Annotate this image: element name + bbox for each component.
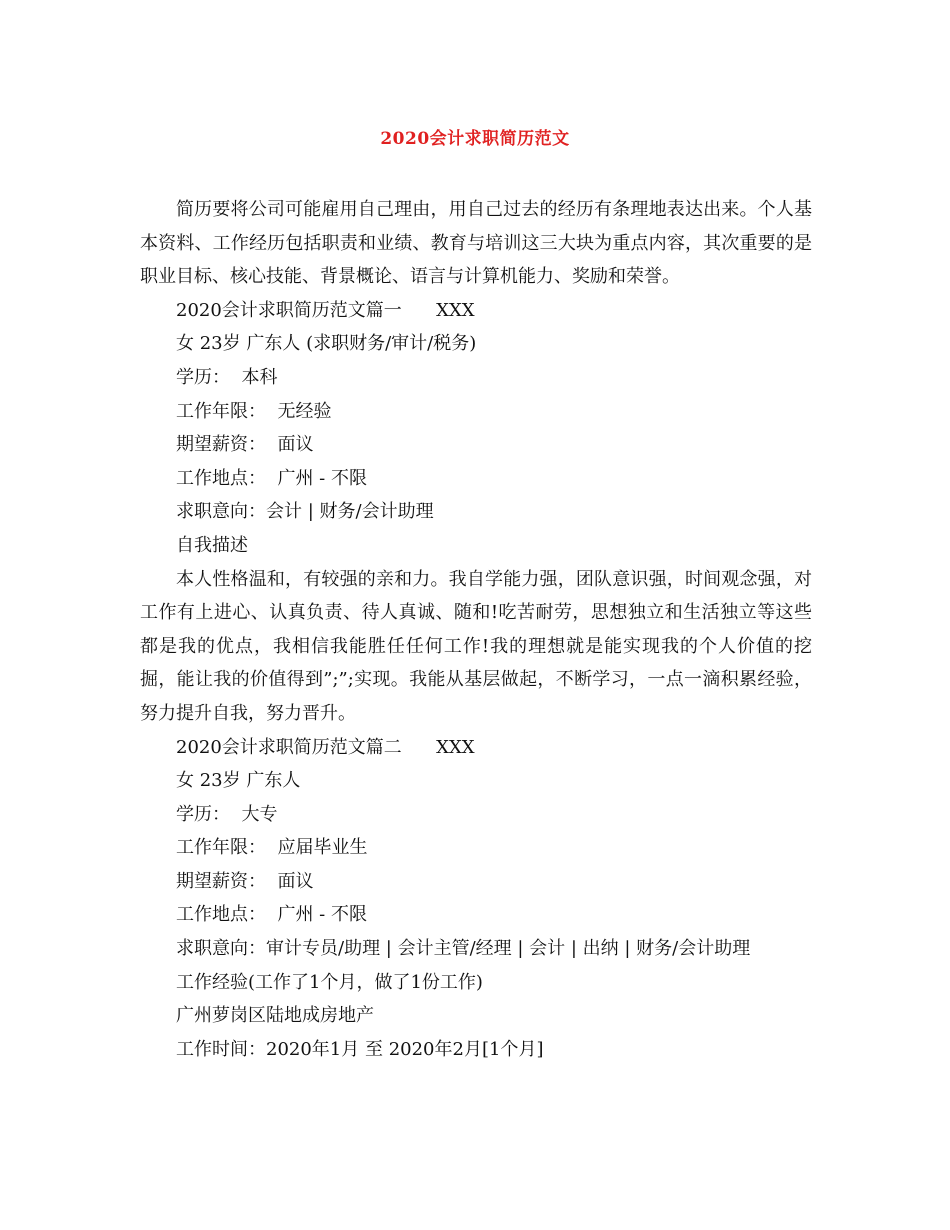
resume2-education: 学历： 大专 [176,803,278,825]
resume1-salary: 期望薪资： 面议 [176,434,314,456]
resume1-heading: 2020会计求职简历范文篇一 XXX [176,299,475,321]
intro-paragraph: 简历要将公司可能雇用自己理由，用自己过去的经历有条理地表达出来。个人基本资料、工作经历包括职责和业绩、教育与培训这三大块为重点内容，其次重要的是职业目标、核心技能、背景概论、语言与计算机能力、奖励和荣誉。 [140,199,812,288]
resume2-company: 广州萝岗区陆地成房地产 [176,1005,374,1027]
resume2-profile: 女 23岁 广东人 [176,770,301,792]
resume2-heading: 2020会计求职简历范文篇二 XXX [176,736,475,758]
resume1-location: 工作地点： 广州 - 不限 [176,467,367,489]
resume2-experience: 工作经验(工作了1个月，做了1份工作) [176,971,483,993]
resume2-location: 工作地点： 广州 - 不限 [176,904,367,926]
resume1-self-heading: 自我描述 [176,534,248,556]
document-body [140,193,812,1066]
resume2-salary: 期望薪资： 面议 [176,870,314,892]
resume2-intent: 求职意向：审计专员/助理 | 会计主管/经理 | 会计 | 出纳 | 财务/会计助理 [176,938,751,960]
document-title: 2020会计求职简历范文 [380,129,570,149]
resume2-years: 工作年限： 应届毕业生 [176,837,368,859]
resume1-education: 学历： 本科 [176,366,278,388]
resume1-self-description: 本人性格温和，有较强的亲和力。我自学能力强，团队意识强，时间观念强，对工作有上进心、认真负责、待人真诚、随和!吃苦耐劳，思想独立和生活独立等这些都是我的优点，我相信我能胜任任何工作!我的理想就是能实现我的个人价值的挖掘，能让我的价值得到”;”;实现。我能从基层做起，不断学习，一点一滴积累经验，努力提升自我，努力晋升。 [140,568,812,724]
resume1-profile: 女 23岁 广东人 (求职财务/审计/税务) [176,333,477,355]
resume1-intent: 求职意向：会计 | 财务/会计助理 [176,501,434,523]
resume2-work-time: 工作时间：2020年1月 至 2020年2月[1个月] [176,1038,544,1060]
resume1-years: 工作年限： 无经验 [176,400,332,422]
